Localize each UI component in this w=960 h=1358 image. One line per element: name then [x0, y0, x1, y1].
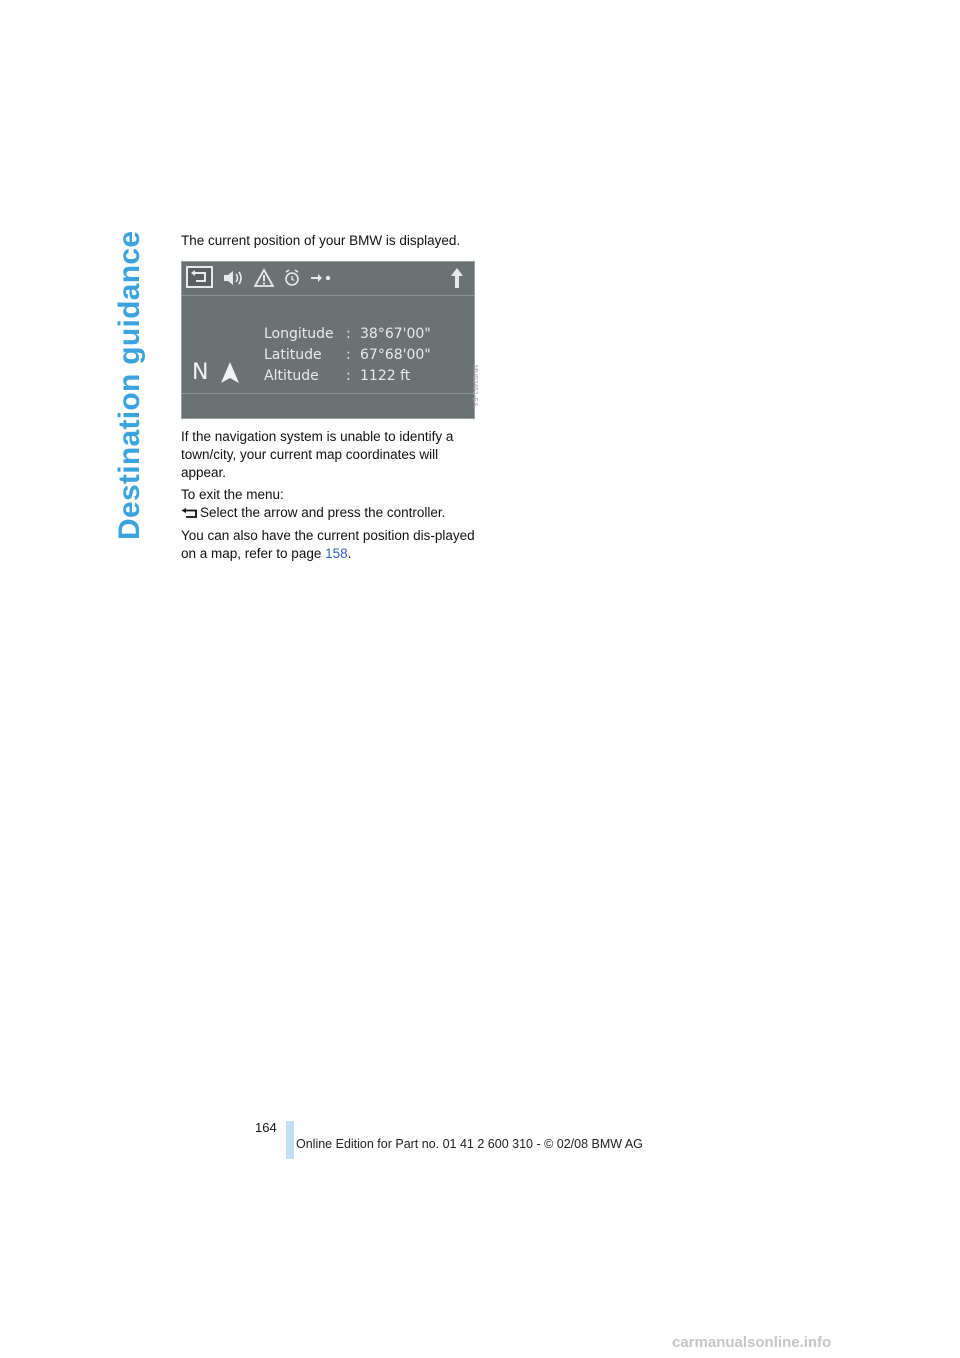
page-number: 164 [255, 1120, 277, 1135]
map-reference-text: You can also have the current position dis-played on a map, refer to page [181, 528, 475, 561]
paragraph-exit-instruction [181, 504, 481, 522]
paragraph-coordinates: If the navigation system is unable to identify a town/city, your current map coordinates will appear. [181, 429, 454, 480]
screen-toolbar [182, 262, 474, 296]
compass-arrow-icon [220, 361, 240, 385]
page-link-158[interactable]: 158 [325, 546, 348, 561]
footer-accent-bar [286, 1121, 294, 1159]
navigation-screen [181, 261, 475, 419]
intro-text: The current position of your BMW is displayed. [181, 233, 461, 248]
latitude-value: 67°68'00" [360, 347, 431, 363]
altitude-label: Altitude [264, 368, 319, 384]
longitude-colon: : [346, 326, 351, 342]
image-code: MV02451-EA [471, 365, 478, 407]
up-arrow-icon [448, 266, 466, 290]
longitude-label: Longitude [264, 326, 334, 342]
route-arrow-icon [310, 268, 332, 288]
map-reference-end: . [347, 546, 352, 561]
edition-text: Online Edition for Part no. 01 41 2 600 310 - © 02/08 BMW AG [296, 1137, 643, 1151]
longitude-value: 38°67'00" [360, 326, 431, 342]
altitude-value: 1122 ft [360, 368, 411, 384]
north-label: N [192, 360, 209, 385]
back-arrow-button[interactable] [186, 266, 213, 288]
back-arrow-icon [188, 268, 211, 286]
alarm-clock-icon [283, 268, 301, 288]
paragraph-exit-heading: To exit the menu: [181, 487, 284, 502]
paragraph-map-reference [181, 527, 481, 563]
screen-bottom-divider [182, 393, 474, 394]
section-title: Destination guidance [113, 230, 146, 540]
speaker-icon [222, 268, 246, 288]
exit-instruction-text: Select the arrow and press the controller. [200, 505, 446, 520]
altitude-colon: : [346, 368, 351, 384]
back-arrow-inline-icon [181, 508, 198, 518]
latitude-colon: : [346, 347, 351, 363]
warning-icon [254, 268, 274, 288]
latitude-label: Latitude [264, 347, 322, 363]
watermark-text: carmanualsonline.info [672, 1334, 832, 1351]
